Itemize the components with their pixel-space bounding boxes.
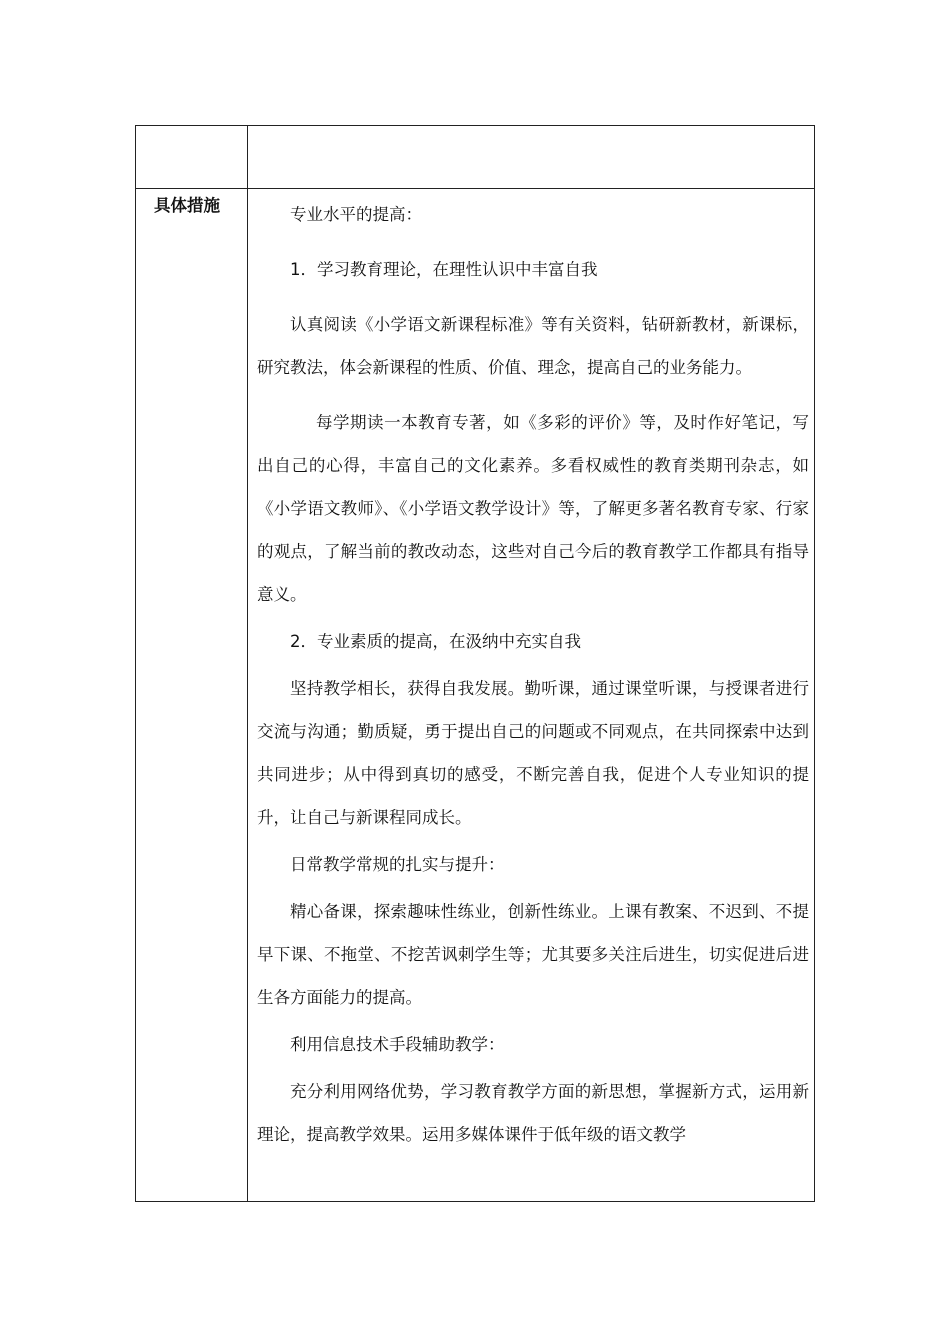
measures-content [257, 189, 809, 1156]
row-label-measures: 具体措施 [154, 196, 220, 215]
paragraph-teaching-growth: 坚持教学相长，获得自我发展。勤听课，通过课堂听课，与授课者进行交流与沟通；勤质疑，勇于提出自己的问题或不同观点，在共同探索中达到共同进步；从中得到真切的感受，不断完善自我，促进个人专业知识的提升，让自己与新课程同成长。 [257, 679, 809, 827]
paragraph-lesson-prep: 精心备课，探索趣味性练业，创新性练业。上课有教案、不迟到、不提早下课、不拖堂、不挖苦讽刺学生等；尤其要多关注后进生，切实促进后进生各方面能力的提高。 [257, 902, 809, 1007]
column-divider [247, 126, 248, 1201]
subheading-theory: 1．学习教育理论，在理性认识中丰富自我 [290, 260, 598, 279]
section-heading-professional: 专业水平的提高： [290, 205, 422, 224]
paragraph-reading-standards: 认真阅读《小学语文新课程标准》等有关资料，钻研新教材，新课标，研究教法，体会新课程的性质、价值、理念，提高自己的业务能力。 [257, 315, 809, 377]
paragraph-reading-books: 每学期读一本教育专著，如《多彩的评价》等，及时作好笔记，写出自己的心得，丰富自己的文化素养。多看权威性的教育类期刊杂志，如《小学语文教师》、《小学语文教学设计》等，了解更多著名教育专家、行家的观点，了解当前的教改动态，这些对自己今后的教育教学工作都具有指导意义。 [257, 413, 809, 604]
measures-table [135, 125, 815, 1202]
section-heading-it: 利用信息技术手段辅助教学： [290, 1035, 505, 1054]
section-heading-routine: 日常教学常规的扎实与提升： [290, 855, 505, 874]
paragraph-network: 充分利用网络优势，学习教育教学方面的新思想，掌握新方式，运用新理论，提高教学效果。运用多媒体课件于低年级的语文教学 [257, 1082, 809, 1144]
subheading-quality: 2．专业素质的提高，在汲纳中充实自我 [290, 632, 581, 651]
